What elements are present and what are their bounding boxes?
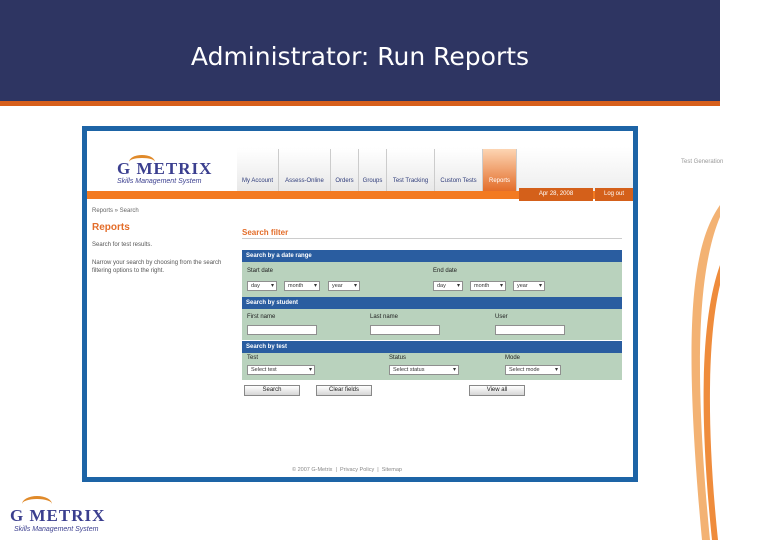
first-name-label: First name [247,314,276,320]
footer-privacy-link[interactable]: Privacy Policy [339,467,375,473]
slide-title: Administrator: Run Reports [190,42,530,71]
status-label: Status [389,355,407,361]
tab-custom-tests[interactable]: Custom Tests [435,149,483,191]
end-day-select[interactable]: day ▾ [433,281,463,291]
tab-reports[interactable]: Reports [483,149,517,191]
app-window [87,131,724,477]
footer-sitemap-link[interactable]: Sitemap [381,467,402,473]
end-month-select[interactable]: month ▾ [470,281,506,291]
date-range-header: Search by a date range [242,250,622,262]
page-title: Reports [92,222,130,233]
first-name-input[interactable] [247,325,317,335]
tab-groups[interactable]: Groups [359,149,387,191]
search-help-text: Narrow your search by choosing from the search filtering options to the right. [92,260,222,274]
search-button[interactable]: Search [244,385,300,396]
slide-logo-tagline: Skills Management System [14,526,99,533]
filter-divider [242,238,622,239]
breadcrumb: Reports » Search [92,208,139,214]
status-select[interactable]: Select status ▾ [389,365,459,375]
last-name-input[interactable] [370,325,440,335]
last-name-label: Last name [370,314,399,320]
slide-logo-name: G METRIX [10,506,106,525]
end-year-select[interactable]: year ▾ [513,281,545,291]
footer-copyright: © 2007 G-Metrix [292,467,333,473]
tab-test-tracking[interactable]: Test Tracking [387,149,435,191]
start-year-select[interactable]: year ▾ [328,281,360,291]
mode-label: Mode [505,355,521,361]
date-range-body [242,262,622,297]
end-date-label: End date [433,268,458,274]
nav-search-box[interactable]: Test Generation [681,159,724,165]
start-date-label: Start date [247,268,274,274]
logo-name: G METRIX [117,159,213,178]
reports-screenshot [82,126,724,482]
logout-link[interactable]: Log out [595,188,633,201]
tab-my-account[interactable]: My Account [237,149,279,191]
test-select[interactable]: Select test ▾ [247,365,315,375]
filter-title: Search filter [242,228,289,237]
gmetrix-logo [109,155,239,191]
tab-assess-online[interactable]: Assess-Online [279,149,331,191]
student-header: Search by student [242,297,622,309]
start-month-select[interactable]: month ▾ [284,281,320,291]
tab-orders[interactable]: Orders [331,149,359,191]
search-intro-text: Search for test results. [92,242,153,248]
view-all-button[interactable]: View all [469,385,525,396]
user-label: User [495,314,508,320]
user-input[interactable] [495,325,565,335]
footer: © 2007 G-Metrix | Privacy Policy | Sitemap [292,467,402,473]
clear-fields-button[interactable]: Clear fields [316,385,372,396]
slide-logo [6,492,106,536]
test-header: Search by test [242,341,622,353]
decorative-swoosh-icon [672,205,720,540]
test-label: Test [247,355,259,361]
start-day-select[interactable]: day ▾ [247,281,277,291]
current-date: Apr 28, 2008 [519,188,593,201]
mode-select[interactable]: Select mode ▾ [505,365,561,375]
logo-tagline: Skills Management System [117,178,202,185]
